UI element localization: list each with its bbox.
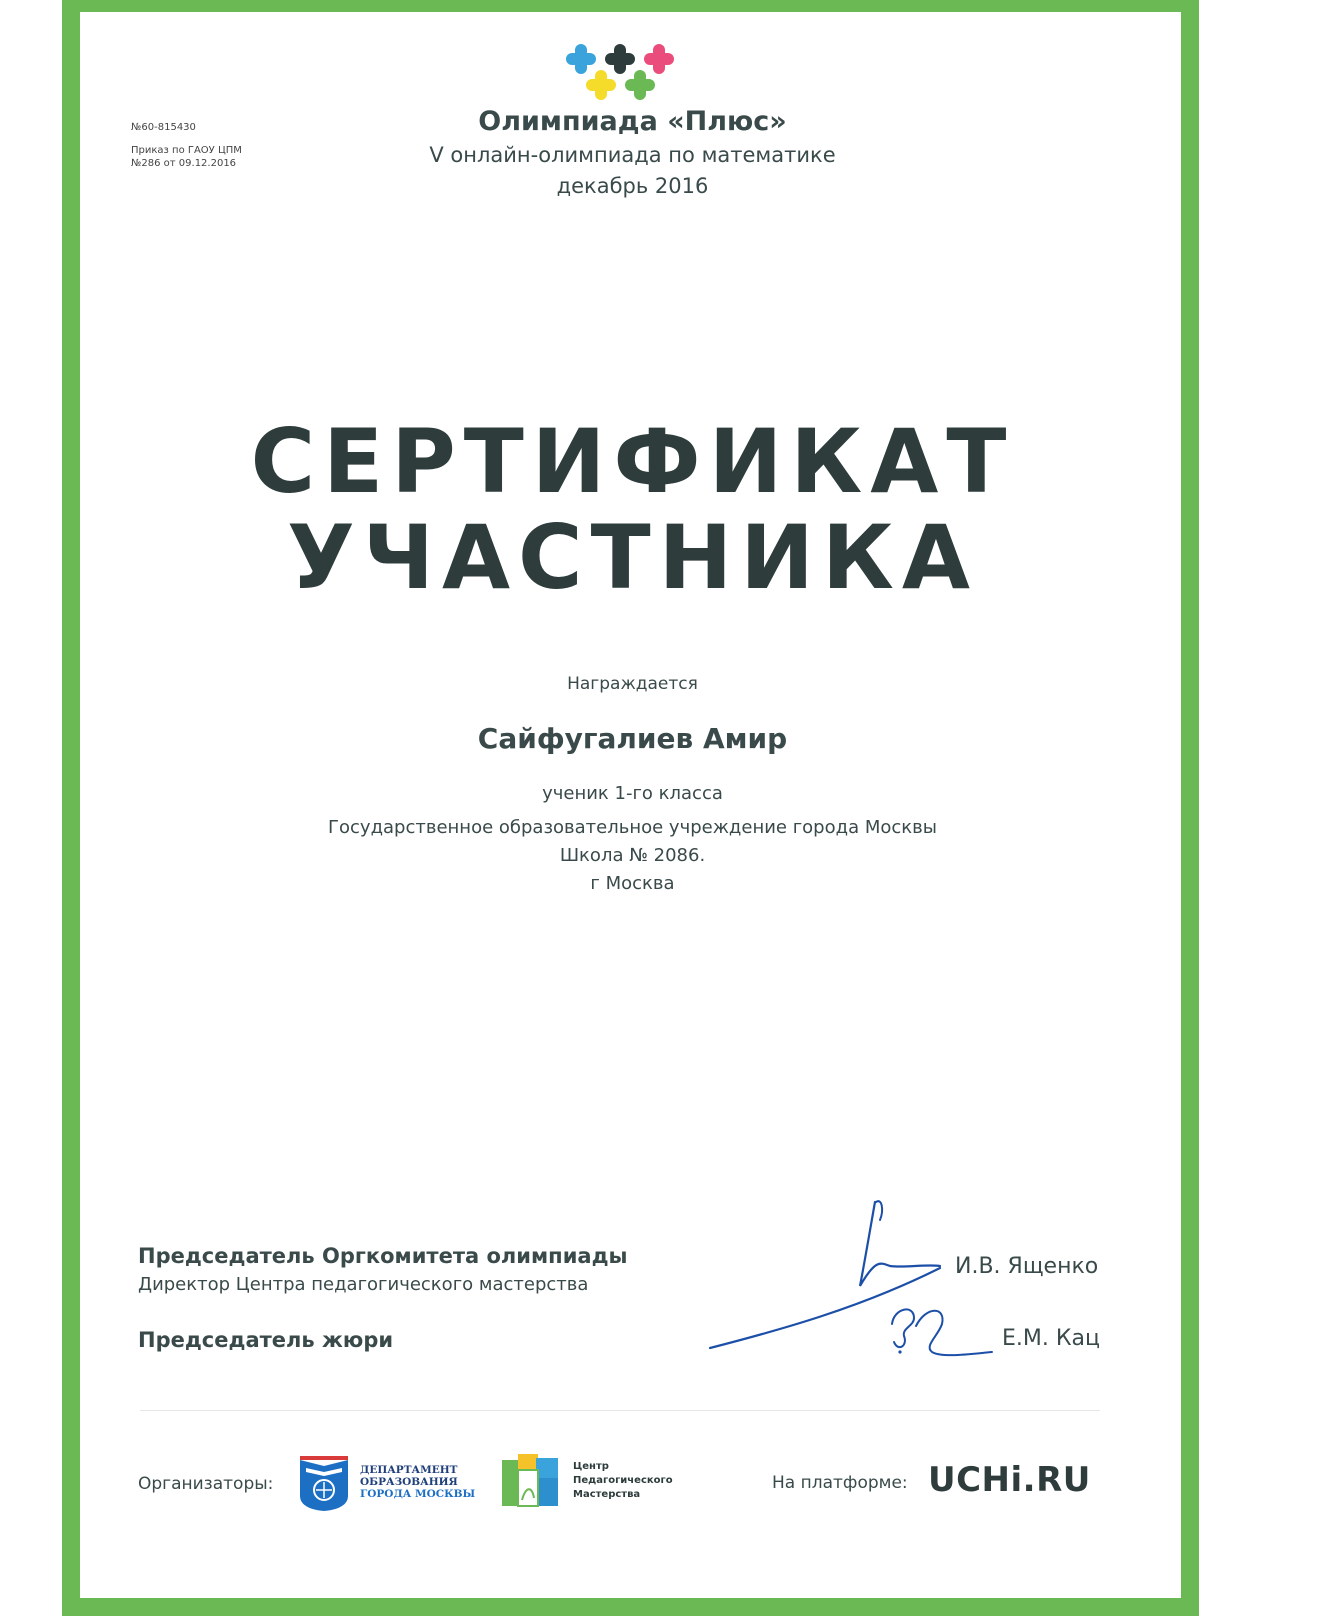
dept-line-1: ДЕПАРТАМЕНТ — [360, 1464, 458, 1476]
dept-line-2: ОБРАЗОВАНИЯ — [360, 1476, 458, 1488]
certificate-border — [62, 0, 1199, 1616]
order-line-2: №286 от 09.12.2016 — [131, 158, 237, 169]
center-line-2: Педагогического — [573, 1475, 673, 1486]
chair-name: И.В. Ященко — [955, 1254, 1099, 1279]
chair-position: Директор Центра педагогического мастерства — [138, 1274, 589, 1295]
school-name-line-2: Школа № 2086. — [559, 845, 706, 866]
document-number: №60-815430 — [131, 122, 196, 133]
chair-title: Председатель Оргкомитета олимпиады — [138, 1244, 628, 1268]
olympiad-name: Олимпиада «Плюс» — [478, 106, 787, 137]
pedagogical-center-logo — [500, 1452, 562, 1510]
olympiad-date: декабрь 2016 — [556, 174, 709, 198]
dept-logo-text — [360, 1464, 475, 1500]
center-line-3: Мастерства — [573, 1489, 641, 1500]
dept-line-3: ГОРОДА МОСКВЫ — [360, 1488, 476, 1500]
green-cross-icon — [625, 70, 655, 100]
platform-label: На платформе: — [772, 1473, 908, 1493]
recipient-name: Сайфугалиев Амир — [477, 722, 788, 755]
center-logo-text — [573, 1460, 673, 1502]
jury-title: Председатель жюри — [138, 1328, 394, 1352]
olympiad-subtitle: V онлайн-олимпиада по математике — [429, 143, 836, 167]
order-line-1: Приказ по ГАОУ ЦПМ — [131, 145, 242, 156]
awarded-label: Награждается — [567, 674, 698, 694]
certificate-title-line-1: СЕРТИФИКАТ — [250, 410, 1015, 513]
jury-signature — [880, 1296, 1000, 1366]
school-name-line-1: Государственное образовательное учреждение города Москвы — [328, 817, 937, 838]
yellow-cross-icon — [586, 70, 616, 100]
footer-divider — [140, 1410, 1100, 1411]
jury-name: Е.М. Кац — [1002, 1326, 1100, 1351]
dark-cross-icon — [605, 44, 635, 74]
uchi-ru-logo: UCHi.RU — [928, 1460, 1091, 1500]
center-line-1: Центр — [573, 1461, 609, 1472]
blue-cross-icon — [566, 44, 596, 74]
pink-cross-icon — [644, 44, 674, 74]
school-city: г Москва — [590, 873, 675, 894]
moscow-education-dept-logo — [298, 1456, 350, 1512]
certificate-title-line-2: УЧАСТНИКА — [286, 506, 978, 609]
organizers-label: Организаторы: — [138, 1474, 274, 1494]
olympiad-plus-logo — [560, 40, 680, 106]
recipient-grade: ученик 1-го класса — [542, 783, 723, 804]
